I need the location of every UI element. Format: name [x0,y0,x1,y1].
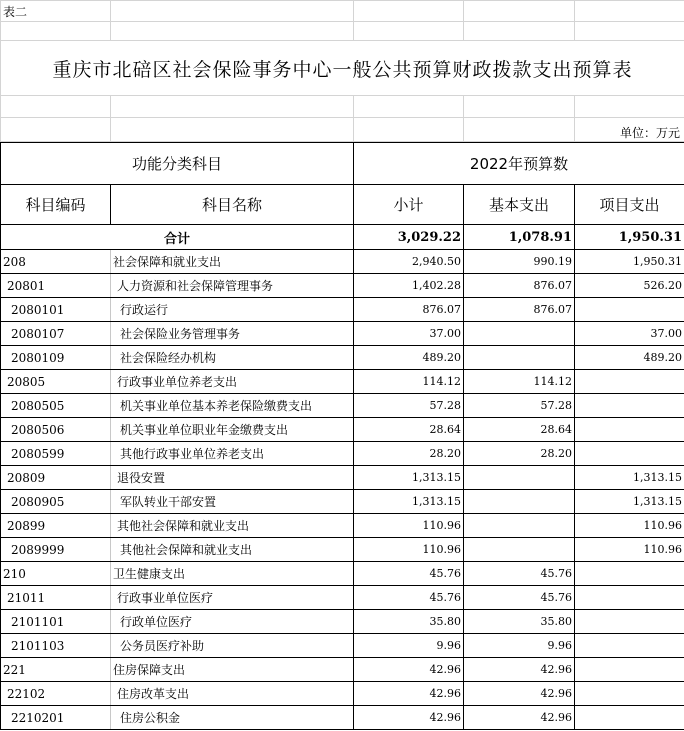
row-basic [464,490,575,514]
table-row [1,274,684,298]
row-subtotal: 876.07 [354,298,464,322]
row-project: 1,313.15 [575,466,684,490]
header-subtotal: 小计 [354,185,464,225]
table-row [1,634,684,658]
table-row [1,346,684,370]
row-code: 2210201 [1,706,111,730]
row-subtotal: 1,313.15 [354,466,464,490]
row-subtotal: 110.96 [354,538,464,562]
table-row [1,514,684,538]
row-basic [464,466,575,490]
row-basic: 45.76 [464,562,575,586]
row-subtotal: 42.96 [354,706,464,730]
row-project: 110.96 [575,538,684,562]
row-basic [464,514,575,538]
row-name: 公务员医疗补助 [111,634,354,658]
sheet-top-area [0,0,684,142]
row-project: 1,313.15 [575,490,684,514]
row-subtotal: 57.28 [354,394,464,418]
row-basic [464,538,575,562]
row-name: 行政事业单位医疗 [111,586,354,610]
unit-label: 单位：万元 [575,118,684,142]
table-row [1,250,684,274]
row-name: 机关事业单位职业年金缴费支出 [111,418,354,442]
row-basic: 42.96 [464,682,575,706]
row-project: 526.20 [575,274,684,298]
table-row [1,298,684,322]
row-name: 行政事业单位养老支出 [111,370,354,394]
row-name: 住房保障支出 [111,658,354,682]
row-name: 卫生健康支出 [111,562,354,586]
row-subtotal: 9.96 [354,634,464,658]
row-code: 21011 [1,586,111,610]
row-basic: 57.28 [464,394,575,418]
row-name: 社会保障和就业支出 [111,250,354,274]
row-project: 489.20 [575,346,684,370]
row-basic: 876.07 [464,298,575,322]
row-code: 210 [1,562,111,586]
table-row [1,418,684,442]
row-subtotal: 1,313.15 [354,490,464,514]
row-code: 2101101 [1,610,111,634]
table-row [1,610,684,634]
table-row [1,682,684,706]
table-row [1,538,684,562]
row-project: 110.96 [575,514,684,538]
row-project: 37.00 [575,322,684,346]
row-subtotal: 42.96 [354,658,464,682]
row-subtotal: 37.00 [354,322,464,346]
row-project [575,682,684,706]
row-project [575,442,684,466]
row-project [575,418,684,442]
row-subtotal: 35.80 [354,610,464,634]
row-code: 2080107 [1,322,111,346]
table-row [1,394,684,418]
row-basic: 9.96 [464,634,575,658]
row-name: 军队转业干部安置 [111,490,354,514]
row-basic: 42.96 [464,658,575,682]
row-name: 其他社会保障和就业支出 [111,514,354,538]
row-subtotal: 28.20 [354,442,464,466]
row-subtotal: 489.20 [354,346,464,370]
row-project [575,394,684,418]
row-project [575,634,684,658]
row-name: 其他社会保障和就业支出 [111,538,354,562]
table-row [1,562,684,586]
header-budget-year: 2022年预算数 [354,143,684,185]
row-name: 社会保险业务管理事务 [111,322,354,346]
row-name: 行政单位医疗 [111,610,354,634]
row-subtotal: 114.12 [354,370,464,394]
table-row [1,490,684,514]
row-code: 2080599 [1,442,111,466]
row-code: 20801 [1,274,111,298]
table-row [1,370,684,394]
row-code: 2080101 [1,298,111,322]
row-code: 2080505 [1,394,111,418]
table-row [1,322,684,346]
row-code: 208 [1,250,111,274]
row-code: 221 [1,658,111,682]
row-code: 2089999 [1,538,111,562]
total-subtotal: 3,029.22 [354,225,464,250]
total-basic: 1,078.91 [464,225,575,250]
row-subtotal: 42.96 [354,682,464,706]
row-code: 20899 [1,514,111,538]
row-code: 2080109 [1,346,111,370]
row-code: 2101103 [1,634,111,658]
row-project [575,586,684,610]
row-basic [464,322,575,346]
table-row [1,658,684,682]
row-basic: 45.76 [464,586,575,610]
row-project [575,658,684,682]
page-title: 重庆市北碚区社会保险事务中心一般公共预算财政拨款支出预算表 [1,41,684,96]
total-row [1,225,684,250]
row-name: 退役安置 [111,466,354,490]
header-basic-expenditure: 基本支出 [464,185,575,225]
table-row [1,442,684,466]
row-name: 住房公积金 [111,706,354,730]
row-project: 1,950.31 [575,250,684,274]
row-project [575,370,684,394]
budget-table [0,142,684,730]
row-subtotal: 28.64 [354,418,464,442]
row-subtotal: 1,402.28 [354,274,464,298]
row-subtotal: 45.76 [354,562,464,586]
row-subtotal: 110.96 [354,514,464,538]
table-row [1,586,684,610]
row-subtotal: 2,940.50 [354,250,464,274]
header-functional-classification: 功能分类科目 [1,143,354,185]
row-code: 22102 [1,682,111,706]
total-label: 合计 [1,225,354,250]
row-name: 行政运行 [111,298,354,322]
row-basic: 114.12 [464,370,575,394]
row-project [575,298,684,322]
row-basic: 28.64 [464,418,575,442]
total-project: 1,950.31 [575,225,684,250]
row-code: 2080506 [1,418,111,442]
row-basic: 35.80 [464,610,575,634]
row-subtotal: 45.76 [354,586,464,610]
row-project [575,610,684,634]
table-row [1,466,684,490]
header-subject-code: 科目编码 [1,185,111,225]
row-name: 机关事业单位基本养老保险缴费支出 [111,394,354,418]
header-subject-name: 科目名称 [111,185,354,225]
row-name: 社会保险经办机构 [111,346,354,370]
row-basic: 876.07 [464,274,575,298]
row-project [575,706,684,730]
row-code: 2080905 [1,490,111,514]
row-code: 20805 [1,370,111,394]
row-code: 20809 [1,466,111,490]
row-basic: 990.19 [464,250,575,274]
row-basic [464,346,575,370]
header-project-expenditure: 项目支出 [575,185,684,225]
row-name: 人力资源和社会保障管理事务 [111,274,354,298]
row-name: 住房改革支出 [111,682,354,706]
row-project [575,562,684,586]
table-row [1,706,684,730]
row-name: 其他行政事业单位养老支出 [111,442,354,466]
row-basic: 28.20 [464,442,575,466]
sheet-label: 表二 [1,1,111,22]
row-basic: 42.96 [464,706,575,730]
